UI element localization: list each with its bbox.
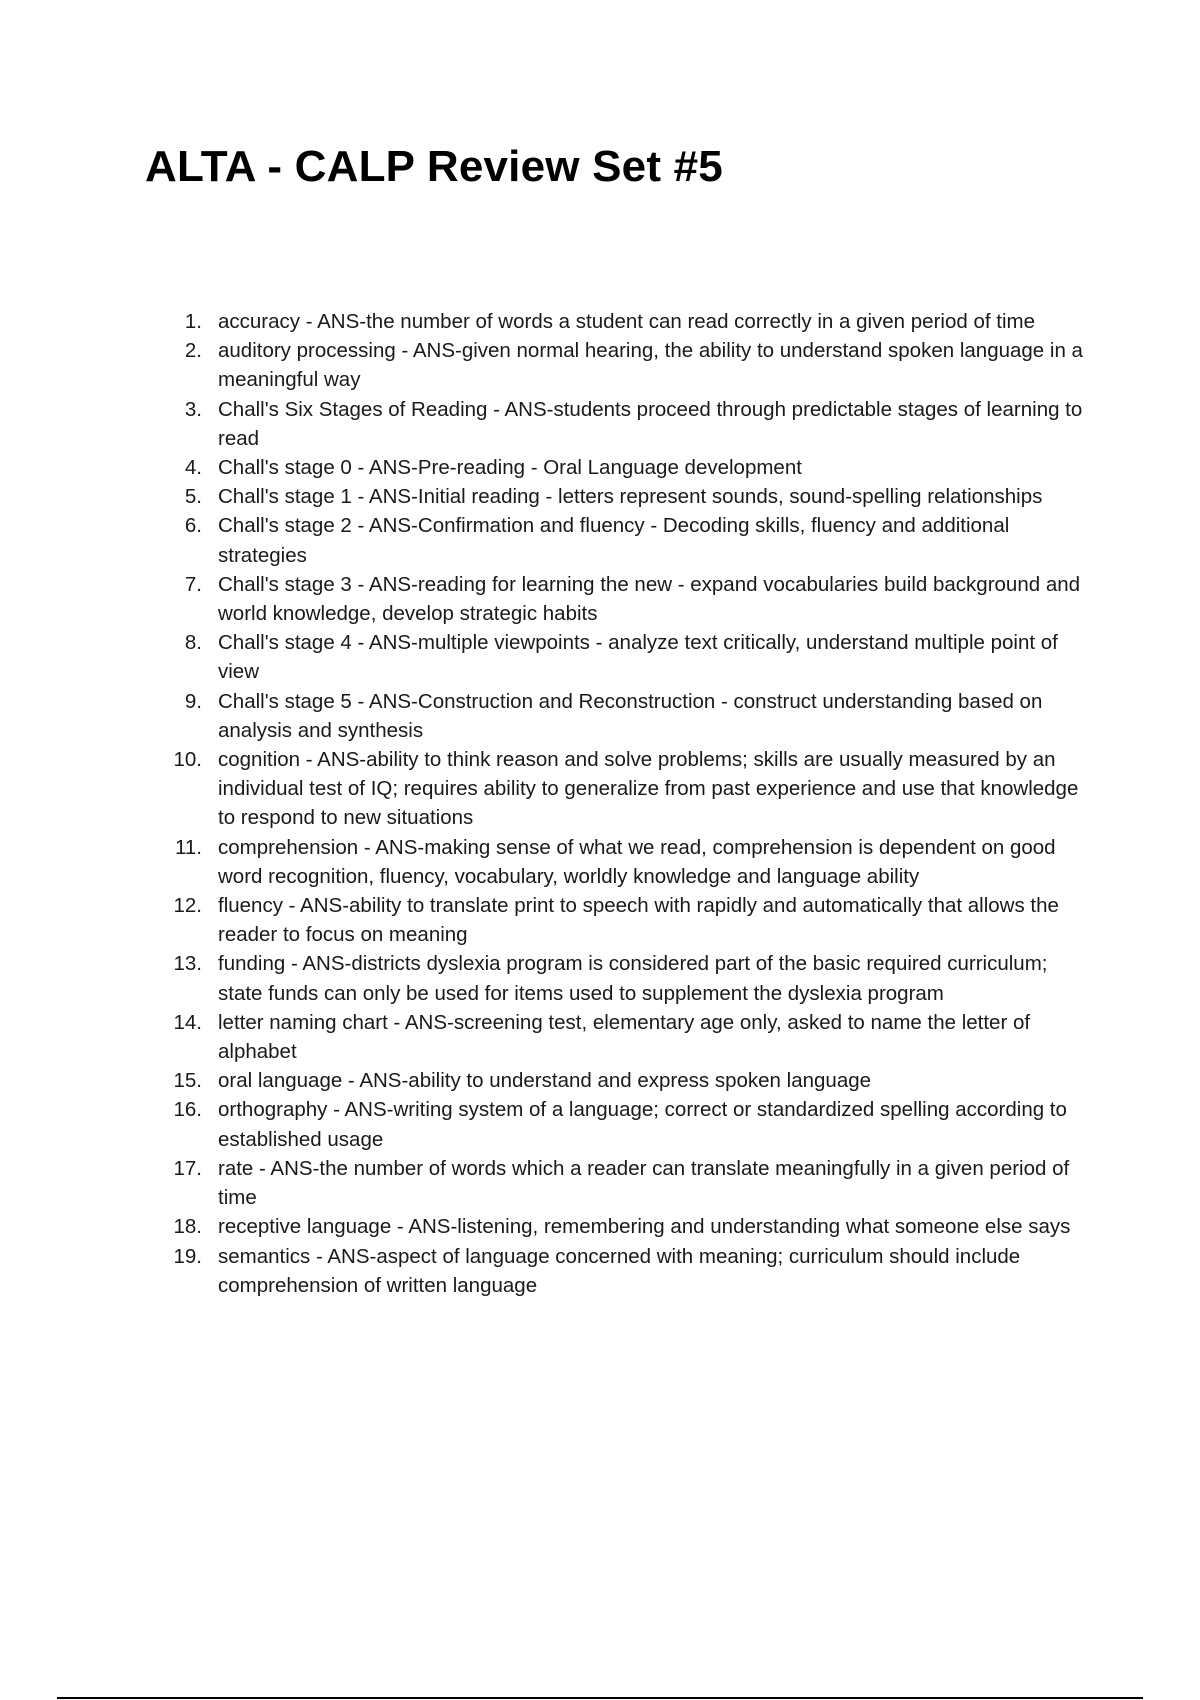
item-number: 3 . bbox=[150, 395, 202, 424]
list-item bbox=[0, 307, 1088, 336]
item-number: 14 . bbox=[150, 1008, 202, 1037]
list-item bbox=[0, 1154, 1088, 1212]
item-number: 2 . bbox=[150, 336, 202, 365]
footer-divider bbox=[57, 1697, 1143, 1699]
item-text: funding - ANS-districts dyslexia program is considered part of the basic required curriculum; state funds can only be used for items used to supplement the dyslexia program bbox=[218, 952, 1048, 1005]
item-text: Chall's stage 2 - ANS-Confirmation and fluency - Decoding skills, fluency and additional strategies bbox=[218, 514, 1010, 567]
list-item bbox=[0, 453, 1088, 482]
item-number: 19 . bbox=[150, 1242, 202, 1271]
item-number: 17 . bbox=[150, 1154, 202, 1183]
item-number: 6 . bbox=[150, 511, 202, 540]
item-number: 9 . bbox=[150, 687, 202, 716]
item-text: semantics - ANS-aspect of language concerned with meaning; curriculum should include comprehension of written language bbox=[218, 1244, 1021, 1297]
item-text: Chall's stage 4 - ANS-multiple viewpoints - analyze text critically, understand multiple point of view bbox=[218, 631, 1058, 684]
item-text: Chall's stage 3 - ANS-reading for learning the new - expand vocabularies build background and world knowledge, develop strategic habits bbox=[218, 572, 1081, 626]
term-list bbox=[0, 307, 1200, 1300]
list-item bbox=[0, 891, 1088, 949]
item-number: 5 . bbox=[150, 482, 202, 511]
item-number: 16 . bbox=[150, 1095, 202, 1124]
item-number: 7 . bbox=[150, 570, 202, 599]
list-item bbox=[0, 570, 1088, 628]
list-item bbox=[0, 1066, 1088, 1095]
list-item bbox=[0, 949, 1088, 1007]
page-title: ALTA - CALP Review Set #5 bbox=[145, 142, 723, 191]
item-number: 15 . bbox=[150, 1066, 202, 1095]
list-item bbox=[0, 1008, 1088, 1066]
list-item bbox=[0, 745, 1088, 833]
list-item bbox=[0, 1095, 1088, 1153]
item-text: comprehension - ANS-making sense of what we read, comprehension is dependent on good word recognition, fluency, vocabulary, worldly knowledge and language ability bbox=[218, 835, 1056, 888]
item-number: 8 . bbox=[150, 628, 202, 657]
list-item bbox=[0, 336, 1088, 394]
list-item bbox=[0, 628, 1088, 686]
item-text: cognition - ANS-ability to think reason and solve problems; skills are usually measured by an individual test of IQ; requires ability to generalize from past experience and use that knowledge to respond to new situations bbox=[218, 748, 1079, 830]
item-text: Chall's stage 0 - ANS-Pre-reading - Oral Language development bbox=[218, 456, 802, 480]
item-text: fluency - ANS-ability to translate print to speech with rapidly and automatically that allows the reader to focus on meaning bbox=[218, 894, 1059, 947]
item-text: Chall's stage 5 - ANS-Construction and Reconstruction - construct understanding based on analysis and synthesis bbox=[218, 689, 1043, 742]
item-text: Chall's stage 1 - ANS-Initial reading - letters represent sounds, sound-spelling relationships bbox=[218, 485, 1043, 509]
item-number: 1 . bbox=[150, 307, 202, 336]
list-item bbox=[0, 395, 1088, 453]
item-text: orthography - ANS-writing system of a language; correct or standardized spelling according to established usage bbox=[218, 1098, 1067, 1151]
item-text: receptive language - ANS-listening, remembering and understanding what someone else says bbox=[218, 1215, 1071, 1239]
item-number: 13 . bbox=[150, 949, 202, 978]
item-text: oral language - ANS-ability to understand and express spoken language bbox=[218, 1069, 872, 1093]
item-number: 12 . bbox=[150, 891, 202, 920]
item-number: 11 . bbox=[150, 833, 202, 862]
list-item bbox=[0, 1212, 1088, 1241]
item-text: auditory processing - ANS-given normal hearing, the ability to understand spoken language in a meaningful way bbox=[218, 339, 1083, 392]
list-item bbox=[0, 687, 1088, 745]
list-item bbox=[0, 1242, 1088, 1300]
item-text: accuracy - ANS-the number of words a student can read correctly in a given period of time bbox=[218, 310, 1035, 333]
item-text: Chall's Six Stages of Reading - ANS-students proceed through predictable stages of learning to read bbox=[218, 397, 1083, 450]
item-number: 4 . bbox=[150, 453, 202, 482]
item-number: 18 . bbox=[150, 1212, 202, 1241]
list-item bbox=[0, 833, 1088, 891]
list-item bbox=[0, 511, 1088, 569]
item-number: 10 . bbox=[150, 745, 202, 774]
item-text: rate - ANS-the number of words which a reader can translate meaningfully in a given period of time bbox=[218, 1156, 1070, 1210]
list-item bbox=[0, 482, 1088, 511]
item-text: letter naming chart - ANS-screening test, elementary age only, asked to name the letter of alphabet bbox=[218, 1010, 1031, 1064]
